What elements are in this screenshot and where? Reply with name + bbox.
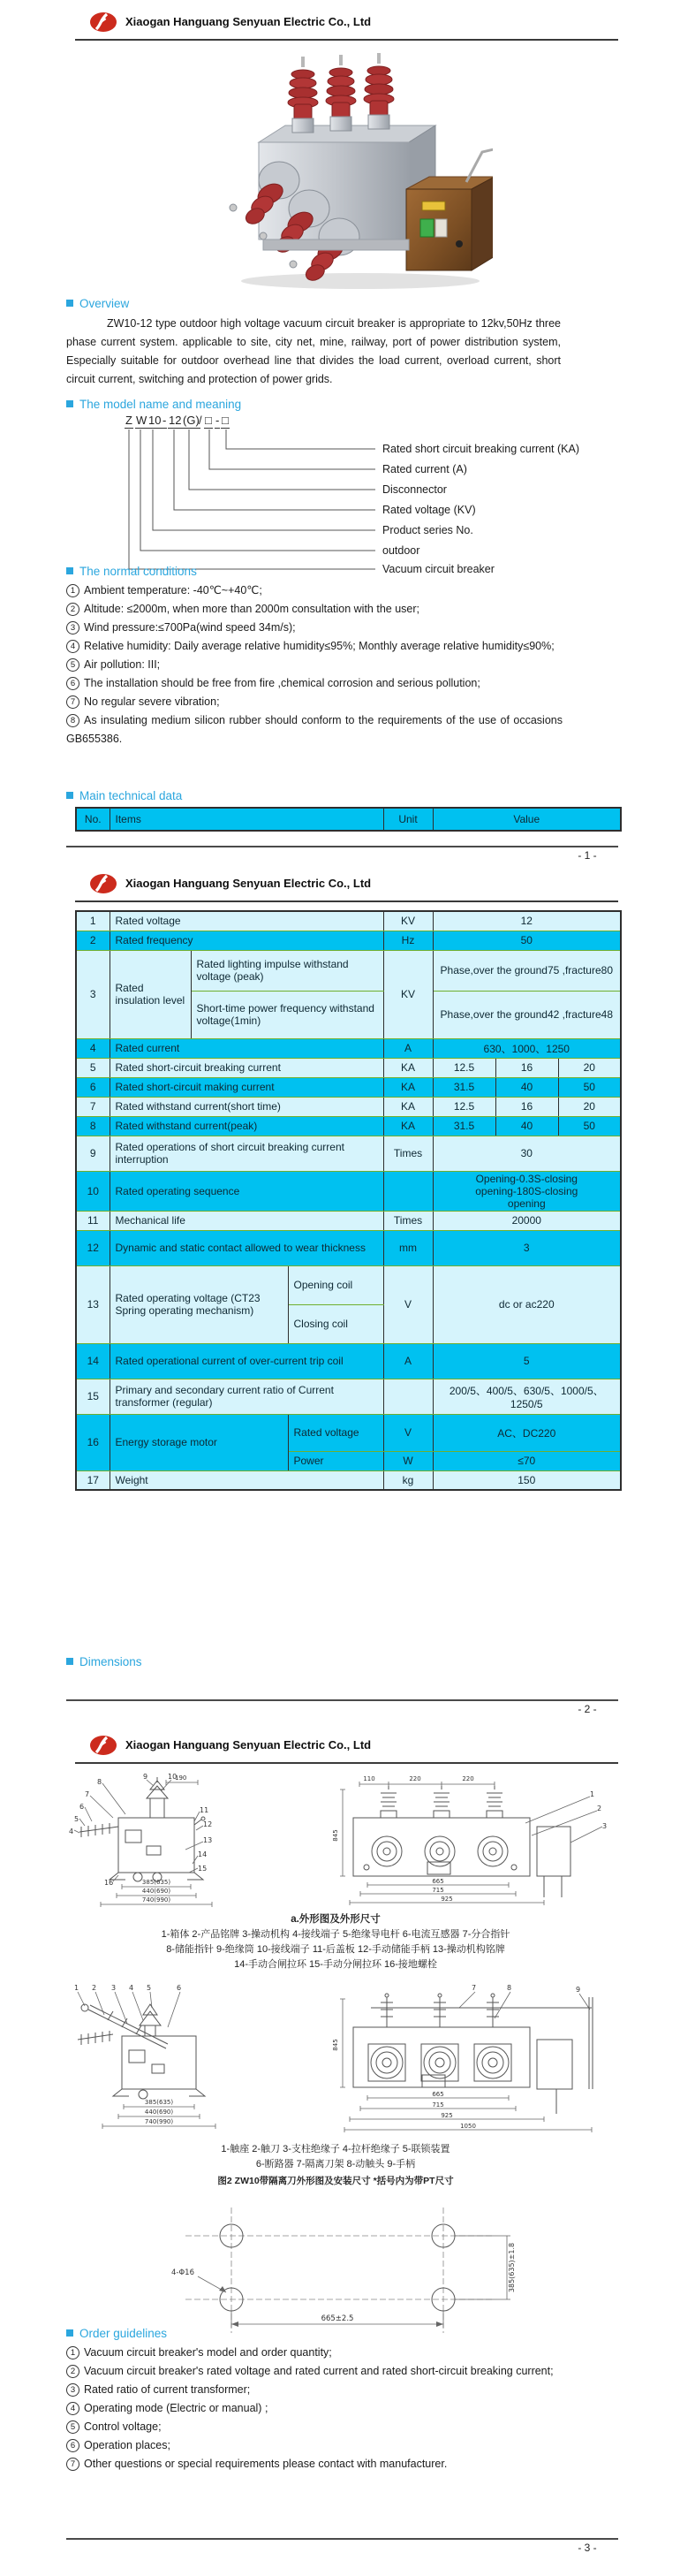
item-text: Rated ratio of current transformer;: [84, 2383, 251, 2396]
item-number: 7: [66, 695, 79, 709]
condition-item: [66, 693, 563, 711]
order-item: [66, 2418, 563, 2436]
table-row: 17 Weight kg 150: [76, 1470, 621, 1490]
item-number: 4: [66, 2402, 79, 2415]
svg-text:385(635)±1.8: 385(635)±1.8: [508, 2242, 516, 2293]
svg-text:845: 845: [332, 1829, 339, 1842]
section-bullet-icon: [66, 1658, 73, 1665]
company-name: Xiaogan Hanguang Senyuan Electric Co., Ltd: [125, 1738, 372, 1752]
figure-b-caption: 图2 ZW10带隔离刀外形图及安装尺寸 *括号内为带PT尺寸: [217, 2176, 454, 2186]
condition-item: [66, 711, 563, 748]
tech-table-header: [75, 807, 622, 832]
figure-a-caption: a.外形图及外形尺寸: [291, 1914, 381, 1925]
svg-text:385(635): 385(635): [141, 1879, 171, 1886]
table-row: 9 Rated operations of short circuit breaking current interruption Times 30: [76, 1136, 621, 1171]
figure-a-legend: [62, 1927, 609, 1972]
table-row: 4 Rated current A 630、1000、1250: [76, 1038, 621, 1058]
item-text: Operation places;: [84, 2439, 170, 2451]
conditions-title: The normal conditions: [79, 565, 197, 578]
company-logo-icon: [87, 871, 119, 896]
model-label: Vacuum circuit breaker: [382, 563, 495, 575]
svg-text:8: 8: [97, 1778, 102, 1786]
svg-text:845: 845: [332, 2039, 339, 2051]
item-number: 3: [66, 621, 79, 635]
svg-text:2: 2: [597, 1805, 602, 1812]
svg-text:440(690): 440(690): [141, 1888, 171, 1895]
svg-text:1: 1: [590, 1790, 595, 1798]
item-text: The installation should be free from fire ,chemical corrosion and serious pollution;: [84, 677, 480, 689]
fig-a-front-view: [332, 1775, 607, 1905]
section-bullet-icon: [66, 792, 73, 799]
svg-text:665±2.5: 665±2.5: [321, 2314, 354, 2323]
condition-item: [66, 674, 563, 693]
page-3: [0, 1723, 680, 2576]
model-code-part: 12: [169, 414, 182, 427]
model-code-part: Z: [125, 414, 132, 427]
table-row: 14 Rated operational current of over-current trip coil A 5: [76, 1343, 621, 1379]
item-text: Vacuum circuit breaker's model and order quantity;: [84, 2346, 332, 2359]
svg-text:9: 9: [143, 1773, 148, 1781]
item-text: Other questions or special requirements please contact with manufacturer.: [84, 2458, 448, 2470]
order-item: [66, 2455, 563, 2473]
item-text: Vacuum circuit breaker's rated voltage and rated current and rated short-circuit breaking current;: [84, 2365, 554, 2377]
item-number: 1: [66, 2346, 79, 2359]
page-2: [0, 862, 680, 1723]
tech-table: [75, 910, 622, 1491]
figure-a-outline-drawing: [62, 1772, 609, 1909]
fig-b-side-view: [74, 1984, 215, 2129]
table-row: 10 Rated operating sequence Opening-0.3S-closing opening-180S-closing opening: [76, 1171, 621, 1211]
section-bullet-icon: [66, 2329, 73, 2337]
svg-text:715: 715: [432, 1887, 444, 1894]
svg-text:4-Φ16: 4-Φ16: [171, 2268, 194, 2277]
overview-title: Overview: [79, 297, 130, 310]
legend-line: 1-箱体 2-产品铭牌 3-操动机构 4-接线端子 5-绝缘导电杆 6-电流互感器 7-分合指针: [161, 1929, 510, 1940]
section-heading-conditions: [66, 565, 197, 578]
svg-text:665: 665: [432, 1878, 444, 1885]
table-row: 5 Rated short-circuit breaking current KA 12.5 16 20: [76, 1058, 621, 1077]
col-header-items: Items: [110, 808, 383, 831]
company-logo-icon: [87, 10, 119, 34]
conditions-list: [66, 581, 563, 748]
table-row: 6 Rated short-circuit making current KA 31.5 40 50: [76, 1077, 621, 1097]
svg-text:110: 110: [363, 1775, 375, 1782]
overview-paragraph: ZW10-12 type outdoor high voltage vacuum circuit breaker is appropriate to 12kv,50Hz three phase current system. applicable to site, city net, mine, railway, port of power distribution system, Especially suitable for outdoor overhead line that divides the load current, overload current, short circuit current, switching and protection of power grids.: [66, 317, 561, 385]
model-code-part: /: [199, 414, 202, 427]
table-row: 12 Dynamic and static contact allowed to wear thickness mm 3: [76, 1230, 621, 1265]
item-text: Control voltage;: [84, 2420, 162, 2433]
svg-text:3: 3: [111, 1984, 117, 1992]
section-bullet-icon: [66, 567, 73, 574]
item-number: 7: [66, 2458, 79, 2471]
company-name: Xiaogan Hanguang Senyuan Electric Co., Ltd: [125, 877, 372, 890]
order-list: [66, 2344, 563, 2473]
section-heading-model: [66, 398, 241, 411]
model-code-part: (G): [183, 414, 200, 427]
section-bullet-icon: [66, 400, 73, 407]
company-logo-icon: [87, 1733, 119, 1758]
model-code-part: □: [205, 414, 212, 427]
table-row: 3 Rated insulation level Rated lighting impulse withstand voltage (peak) KV Phase,over the ground75 ,fracture80: [76, 950, 621, 991]
tech-title: Main technical data: [79, 789, 183, 802]
svg-text:7: 7: [85, 1790, 90, 1798]
model-code-part: □: [222, 414, 229, 427]
table-row: 8 Rated withstand current(peak) KA 31.5 40 50: [76, 1116, 621, 1136]
page-number: - 2 -: [578, 1703, 597, 1715]
model-code-part: 10: [148, 414, 162, 427]
figure-b-disconnector-drawing: [62, 1981, 609, 2139]
condition-item: [66, 656, 563, 674]
fig-a-side-view: [69, 1773, 212, 1907]
table-row: 2 Rated frequency Hz 50: [76, 931, 621, 950]
svg-text:385(635): 385(635): [144, 2099, 174, 2106]
svg-text:15: 15: [198, 1865, 208, 1873]
item-text: As insulating medium silicon rubber should conform to the requirements of the use of occasions GB655386.: [66, 714, 563, 745]
item-text: Operating mode (Electric or manual) ;: [84, 2402, 268, 2414]
item-number: 3: [66, 2383, 79, 2397]
model-title: The model name and meaning: [79, 398, 242, 411]
legend-line: 8-储能指针 9-绝缘筒 10-接线端子 11-后盖板 12-手动储能手柄 13-操动机构铭牌: [166, 1944, 505, 1955]
model-label: outdoor: [382, 544, 420, 557]
svg-text:16: 16: [104, 1879, 114, 1887]
header-rule: [75, 39, 618, 41]
svg-text:1: 1: [74, 1984, 79, 1992]
footer-rule: [66, 846, 618, 847]
order-item: [66, 2344, 563, 2362]
svg-text:220: 220: [409, 1775, 421, 1782]
svg-text:220: 220: [462, 1775, 474, 1782]
item-number: 4: [66, 640, 79, 653]
svg-text:10: 10: [168, 1773, 178, 1781]
item-number: 2: [66, 603, 79, 616]
svg-text:14: 14: [198, 1850, 208, 1858]
svg-text:740(990): 740(990): [141, 1896, 171, 1904]
svg-text:4: 4: [129, 1984, 134, 1992]
legend-line: 6-断路器 7-隔离刀架 8-动触头 9-手柄: [255, 2159, 416, 2169]
table-row: 13 Rated operating voltage (CT23 Spring operating mechanism) Opening coil V dc or ac220: [76, 1265, 621, 1304]
svg-text:1050: 1050: [460, 2123, 476, 2130]
svg-text:190: 190: [175, 1774, 187, 1782]
table-row: 16 Energy storage motor Rated voltage V AC、DC220: [76, 1414, 621, 1451]
model-code-part: -: [215, 414, 220, 427]
figure-b-legend: [62, 2142, 609, 2172]
model-code-part: W: [136, 414, 147, 427]
item-text: Relative humidity: Daily average relative humidity≤95%; Monthly average relative humidity≤90%;: [84, 640, 555, 652]
svg-text:5: 5: [74, 1815, 79, 1823]
page-number: - 3 -: [578, 2542, 597, 2554]
svg-text:12: 12: [203, 1820, 213, 1828]
table-row: 7 Rated withstand current(short time) KA 12.5 16 20: [76, 1097, 621, 1116]
footer-rule: [66, 1699, 618, 1701]
col-header-unit: Unit: [383, 808, 433, 831]
model-code-part: -: [162, 414, 167, 427]
svg-text:13: 13: [203, 1836, 213, 1844]
col-header-no: No.: [76, 808, 110, 831]
item-text: Wind pressure:≤700Pa(wind speed 34m/s);: [84, 621, 296, 634]
svg-text:715: 715: [432, 2101, 444, 2109]
svg-text:9: 9: [576, 1986, 581, 1994]
model-label: Disconnector: [382, 483, 447, 496]
model-label: Rated short circuit breaking current (KA): [382, 443, 580, 455]
svg-text:925: 925: [441, 2112, 453, 2119]
order-item: [66, 2381, 563, 2399]
svg-text:11: 11: [200, 1806, 209, 1814]
table-row: Closing coil: [76, 1304, 621, 1343]
svg-text:925: 925: [441, 1896, 453, 1903]
item-number: 5: [66, 658, 79, 672]
item-number: 1: [66, 584, 79, 597]
order-item: [66, 2362, 563, 2381]
product-photo: [201, 49, 493, 293]
section-heading-overview: [66, 297, 129, 310]
order-item: [66, 2399, 563, 2418]
model-connector-lines: [66, 428, 384, 574]
col-header-value: Value: [433, 808, 621, 831]
table-row: Power W ≤70: [76, 1451, 621, 1470]
header-rule: [75, 1762, 618, 1764]
condition-item: [66, 581, 563, 600]
item-number: 2: [66, 2365, 79, 2378]
svg-text:6: 6: [79, 1803, 85, 1811]
page-1: [0, 0, 680, 862]
item-number: 6: [66, 677, 79, 690]
header-rule: [75, 900, 618, 902]
company-name: Xiaogan Hanguang Senyuan Electric Co., Ltd: [125, 15, 372, 28]
svg-text:740(990): 740(990): [144, 2118, 174, 2125]
model-diagram: [66, 414, 587, 574]
footer-rule: [66, 2538, 618, 2540]
figure-c-mounting-holes: [150, 2192, 530, 2355]
item-text: No regular severe vibration;: [84, 695, 220, 708]
legend-line: 14-手动合闸拉环 15-手动分闸拉环 16-接地螺栓: [234, 1959, 437, 1970]
legend-line: 1-触座 2-触刀 3-支柱绝缘子 4-拉杆绝缘子 5-联锁装置: [221, 2144, 450, 2154]
table-row: Short-time power frequency withstand voltage(1min) Phase,over the ground42 ,fracture48: [76, 991, 621, 1038]
top-insulators: [288, 53, 394, 133]
svg-text:665: 665: [432, 2091, 444, 2098]
svg-text:440(690): 440(690): [144, 2109, 174, 2116]
order-item: [66, 2436, 563, 2455]
section-heading-tech: [66, 789, 182, 802]
svg-text:6: 6: [177, 1984, 182, 1992]
model-label: Rated current (A): [382, 463, 467, 475]
page-number: - 1 -: [578, 849, 597, 862]
item-text: Altitude: ≤2000m, when more than 2000m consultation with the user;: [84, 603, 419, 615]
item-text: Air pollution: III;: [84, 658, 161, 671]
table-row: 11 Mechanical life Times 20000: [76, 1211, 621, 1230]
dimensions-title: Dimensions: [79, 1655, 142, 1668]
fig-b-front-view: [332, 1984, 593, 2132]
condition-item: [66, 619, 563, 637]
order-title: Order guidelines: [79, 2327, 168, 2340]
condition-item: [66, 637, 563, 656]
section-bullet-icon: [66, 300, 73, 307]
item-number: 8: [66, 714, 79, 727]
table-row: 1 Rated voltage KV 12: [76, 911, 621, 931]
svg-text:5: 5: [147, 1984, 152, 1992]
model-label: Product series No.: [382, 524, 473, 536]
item-text: Ambient temperature: -40℃~+40℃;: [84, 584, 262, 597]
item-number: 5: [66, 2420, 79, 2434]
item-number: 6: [66, 2439, 79, 2452]
svg-text:4: 4: [69, 1828, 74, 1835]
model-label: Rated voltage (KV): [382, 504, 476, 516]
table-row: 15 Primary and secondary current ratio of Current transformer (regular) 200/5、400/5、630/5、1000/5、1250/5: [76, 1379, 621, 1414]
section-heading-order: [66, 2327, 167, 2340]
svg-text:2: 2: [92, 1984, 97, 1992]
condition-item: [66, 600, 563, 619]
svg-text:3: 3: [602, 1822, 608, 1830]
svg-text:7: 7: [472, 1984, 477, 1992]
section-heading-dimensions: [66, 1655, 142, 1668]
svg-text:8: 8: [507, 1984, 512, 1992]
